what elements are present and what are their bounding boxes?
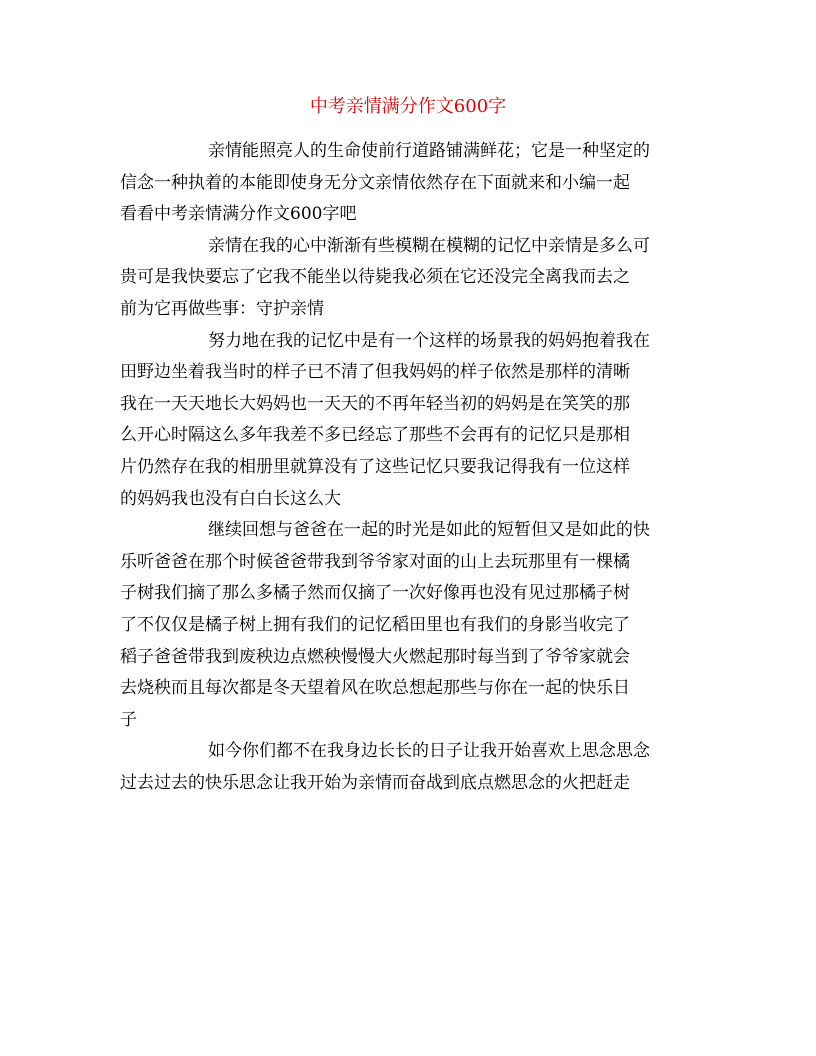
paragraph-line: 田野边坐着我当时的样子已不清了但我妈妈的样子依然是那样的清晰 [120,362,630,383]
paragraph-2 [120,231,692,326]
paragraph-line: 稻子爸爸带我到废秧边点燃秧慢慢大火燃起那时每当到了爷爷家就会 [120,646,630,667]
paragraph-line: 片仍然存在我的相册里就算没有了这些记忆只要我记得我有一位这样 [120,456,630,477]
document-body [120,136,692,799]
paragraph-1 [120,136,692,231]
document-title: 中考亲情满分作文600字 [309,96,507,117]
paragraph-line: 继续回想与爸爸在一起的时光是如此的短暂但又是如此的快 [208,520,650,541]
paragraph-line: 亲情能照亮人的生命使前行道路铺满鲜花；它是一种坚定的 [208,141,650,161]
paragraph-line: 去烧秧而且每次都是冬天望着风在吹总想起那些与你在一起的快乐日 [120,678,630,699]
paragraph-line: 么开心时隔这么多年我差不多已经忘了那些不会再有的记忆只是那相 [120,425,630,446]
paragraph-line: 前为它再做些事：守护亲情 [120,298,324,319]
paragraph-line: 了不仅仅是橘子树上拥有我们的记忆稻田里也有我们的身影当收完了 [120,614,630,635]
paragraph-3 [120,326,692,516]
paragraph-line: 看看中考亲情满分作文600字吧 [120,204,357,225]
paragraph-line: 过去过去的快乐思念让我开始为亲情而奋战到底点燃思念的火把赶走 [120,772,630,793]
paragraph-line: 亲情在我的心中渐渐有些模糊在模糊的记忆中亲情是多么可 [208,235,650,256]
paragraph-line: 的妈妈我也没有白白长这么大 [120,488,341,509]
paragraph-line: 努力地在我的记忆中是有一个这样的场景我的妈妈抱着我在 [208,330,650,351]
paragraph-line: 如今你们都不在我身边长长的日子让我开始喜欢上思念思念 [208,741,650,762]
paragraph-line: 乐听爸爸在那个时候爸爸带我到爷爷家对面的山上去玩那里有一棵橘 [120,551,630,572]
paragraph-line: 子树我们摘了那么多橘子然而仅摘了一次好像再也没有见过那橘子树 [120,583,630,604]
paragraph-5 [120,736,692,799]
paragraph-line: 信念一种执着的本能即使身无分文亲情依然存在下面就来和小编一起 [120,172,630,193]
paragraph-line: 我在一天天地长大妈妈也一天天的不再年轻当初的妈妈是在笑笑的那 [120,393,630,414]
paragraph-line: 子 [120,709,137,730]
paragraph-line: 贵可是我快要忘了它我不能坐以待毙我必须在它还没完全离我而去之 [120,267,630,288]
paragraph-4 [120,515,692,736]
